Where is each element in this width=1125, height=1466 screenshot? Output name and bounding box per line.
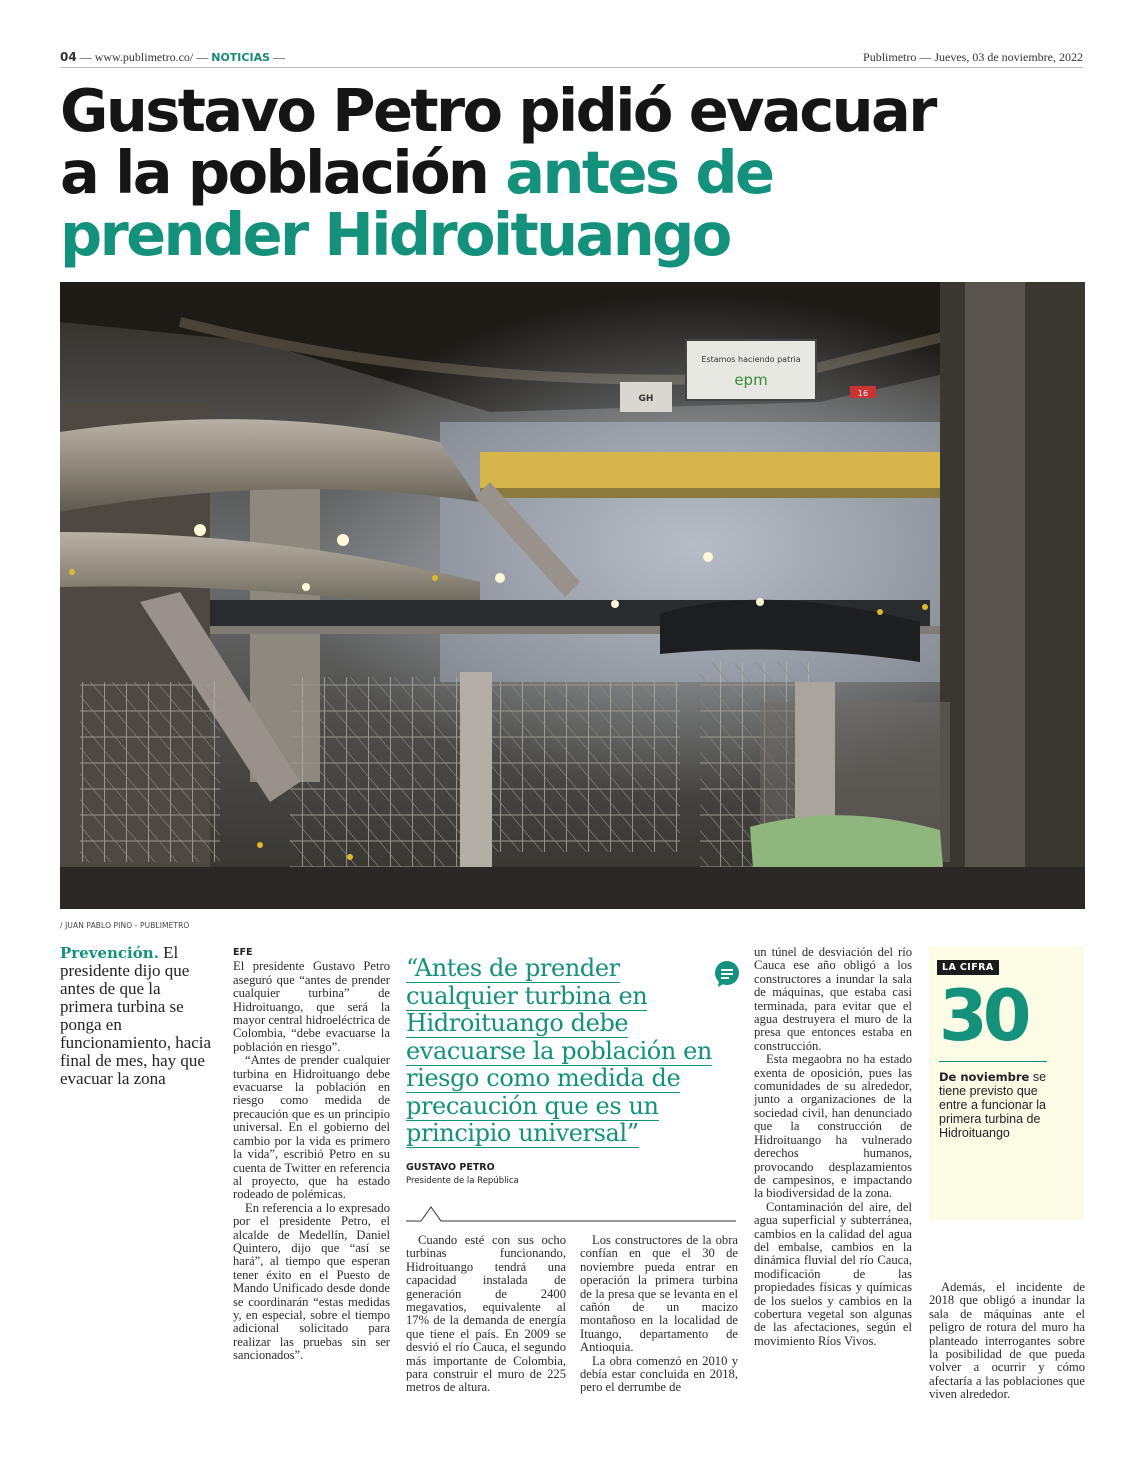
la-cifra-tag: LA CIFRA [937,960,999,975]
crane-label: GH [638,394,654,404]
paragraph: Contaminación del aire, del agua superficial y subterránea, cambios en la calidad del agua del embalse, cambios en la dinámica fluvial del río Cauca, modificación de las propiedades físicas y químicas de los suelos y cambios en la cobertura vegetal son algunas de las afectaciones, según el movimiento Ríos Vivos. [754,1199,912,1348]
article-column-2 [406,1234,566,1395]
paragraph: Además, el incidente de 2018 que obligó a inundar la sala de máquinas ante el peligro de rotura del muro ha planteado interrogantes sobre la posibilidad de que pueda volver a ocurrir y cómo afectaría a las poblaciones que viven alrededor. [929,1280,1085,1402]
headline-part-2: a la población [60,138,488,207]
quote-divider [406,1204,736,1224]
page-number: 04 [60,50,77,64]
la-cifra-number: 30 [939,975,1027,1057]
la-cifra-description [939,1070,1059,1140]
powerhouse-construction-illustration [60,282,1085,909]
speech-bubble-icon [713,960,741,988]
paragraph: El presidente Gustavo Petro aseguró que “antes de prender cualquier turbina” de Hidroituango, que será la mayor central hidroeléctrica de Colombia, “debe evacuarse la población en riesgo”. [233,959,390,1054]
folio-url: — www.publimetro.co/ — [79,50,209,64]
paragraph: Esta megaobra no ha estado exenta de oposición, pues las comunidades de su alrededor, junto a organizaciones de la sociedad civil, han denunciado que la construcción de Hidroituango ha vulnerado derechos humanos, provocando desplazamientos de campesinos, e impactando la biodiversidad de la zona. [754,1052,912,1201]
quote-text [406,955,736,1148]
article-column-3 [580,1234,738,1395]
lede-text: El presidente dijo que antes de que la primera turbina se ponga en funcionamiento, hacia final de mes, hay que evacuar la zona [60,943,212,1088]
article-column-4 [754,946,912,1348]
masthead-date: Publimetro — Jueves, 03 de noviembre, 2022 [863,50,1083,64]
photo-credit: / JUAN PABLO PINO - PUBLIMETRO [60,921,190,930]
headline-part-4: prender Hidroituango [60,200,730,269]
headline-part-3: antes de [505,138,773,207]
quote-author: GUSTAVO PETRO [406,1161,495,1173]
article-column-1 [233,946,390,1363]
byline: EFE [233,947,253,958]
la-cifra-desc-text: se tiene previsto que entre a funcionar la primera turbina de Hidroituango [939,1070,1047,1140]
main-photo [60,282,1085,909]
lede-kicker: Prevención. [60,944,159,962]
section-label: NOTICIAS [211,51,271,64]
crane-number: 16 [857,389,869,398]
quote-text-span: “Antes de prender cualquier turbina en Hidroituango debe evacuarse la población en riesgo como medida de precaución que es un principio universal” [406,954,712,1147]
paragraph: “Antes de prender cualquier turbina en Hidroituango debe evacuarse la población en riesgo como medida de precaución que es un principio universal. En el gobierno del cambio por la vida es primero la vida”, escribió Petro en su cuenta de Twitter en referencia al proyecto, que ha estado rodeado de polémicas. [233,1053,390,1202]
la-cifra-box [929,946,1084,1220]
headline-part-1: Gustavo Petro pidió evacuar [60,76,935,145]
epm-logo: epm [734,371,768,389]
headline [60,76,1060,269]
pull-quote [406,955,736,1186]
paragraph: un túnel de desviación del río Cauca ese año obligó a los constructores a inundar la sala de máquinas, que estaba casi terminada, para evitar que el agua destruyera el muro de la presa que entonces estaba en construcción. [754,945,912,1053]
la-cifra-desc-bold: De noviembre [939,1070,1030,1084]
article-column-5 [929,1281,1085,1402]
quote-author-role: Presidente de la República [406,1175,519,1186]
page-folio [60,50,1083,66]
folio-rule [60,67,1083,68]
lede-summary [60,944,216,1088]
paragraph: En referencia a lo expresado por el presidente Petro, el alcalde de Medellín, Daniel Quintero, dijo que “así se hará”, al tiempo que esperan tener éxito en el Puesto de Mando Unificado desde donde se coordinarán “estas medidas y, en especial, sobre el tiempo adicional solicitado para realizar las pruebas sin ser sancionados”. [233,1200,390,1363]
sign-slogan: Estamos haciendo patria [701,355,801,364]
paragraph: Los constructores de la obra confían en que el 30 de noviembre pueda entrar en operación la primera turbina de la presa que se levanta en el cañón de un macizo montañoso en la localidad de Ituango, departamento de Antioquia. [580,1233,738,1355]
paragraph: Cuando esté con sus ocho turbinas funcionando, Hidroituango tendrá una capacidad instalada de generación de 2400 megavatios, equivalente al 17% de la demanda de energía que tiene el país. En 2009 se desvió el río Cauca, el segundo más importante de Colombia, para construir el muro de 225 metros de altura. [406,1233,566,1395]
la-cifra-rule [939,1061,1047,1062]
folio-left [60,50,285,65]
paragraph: La obra comenzó en 2010 y debía estar concluida en 2018, pero el derrumbe de [580,1353,738,1395]
folio-suffix: — [273,50,286,64]
